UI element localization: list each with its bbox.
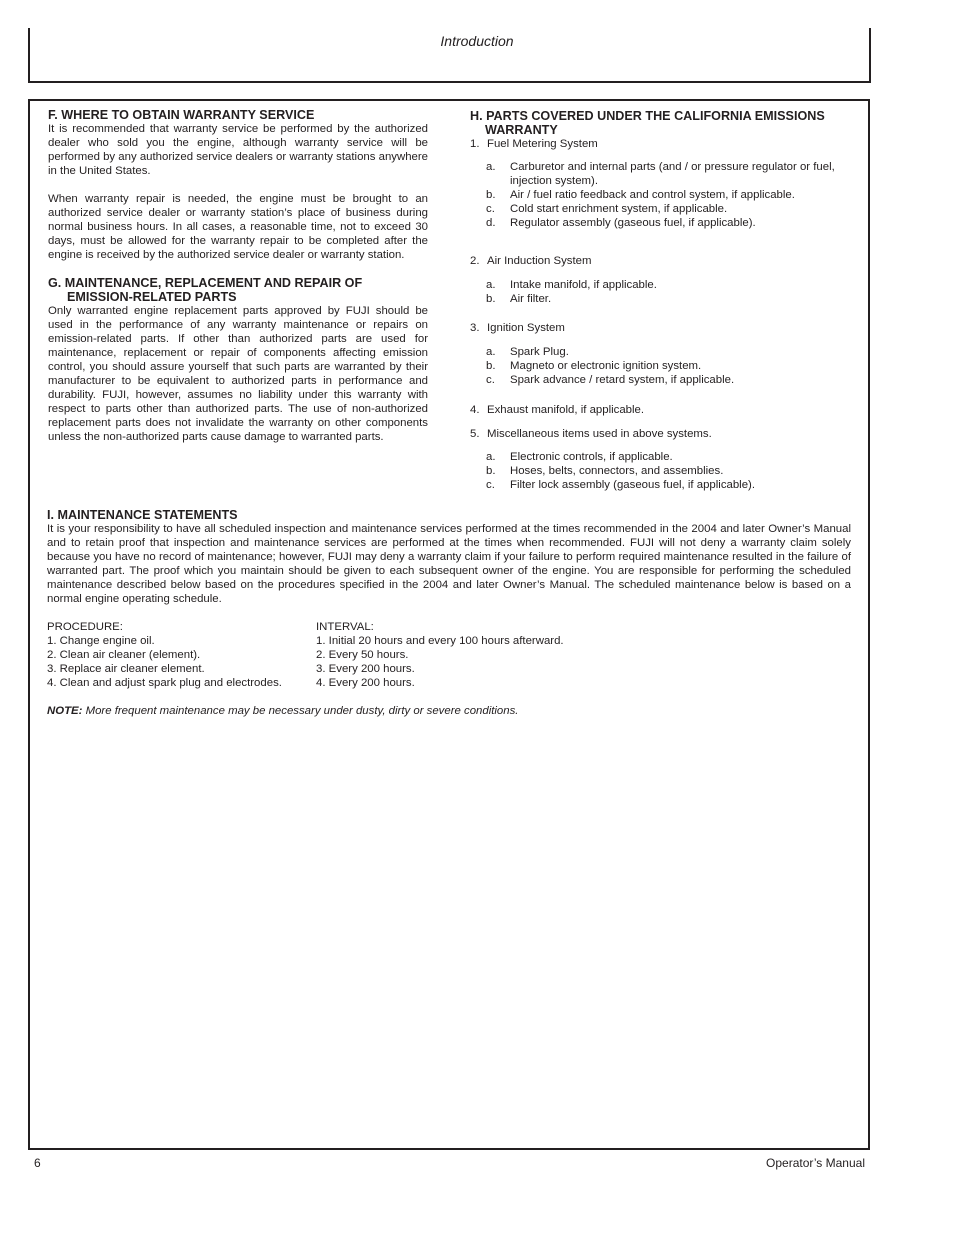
note-text: More frequent maintenance may be necessary under dusty, dirty or severe conditions. — [85, 705, 519, 717]
maintenance-schedule — [47, 620, 851, 690]
section-g-heading — [48, 276, 428, 304]
parts-subitem: b. Air / fuel ratio feedback and control system, if applicable. — [486, 189, 795, 201]
procedure-cell: 3. Replace air cleaner element. — [47, 663, 205, 675]
parts-subitem: b. Magneto or electronic ignition system. — [486, 360, 702, 372]
left-column — [48, 108, 428, 444]
section-i-paragraph: It is your responsibility to have all scheduled inspection and maintenance services performed at the times recommended in the 2004 and later Owner’s Manual and to retain proof that inspection and maintenance services are performed at the times when recommended. FUJI will not deny a warranty claim solely because you have no record of maintenance; however, FUJI may deny a warranty claim if your failure to perform required maintenance resulted in the failure of warranted part. The proof which you maintain should be given to each subsequent owner of the engine. You are responsible for performing the scheduled maintenance described below based on the procedures specified in the 2004 and later Owner’s Manual. The scheduled maintenance below is based on a normal engine operating schedule. — [47, 523, 851, 605]
section-f-heading: F. WHERE TO OBTAIN WARRANTY SERVICE — [48, 108, 315, 122]
section-g-heading-line-2: EMISSION-RELATED PARTS — [67, 290, 237, 304]
parts-sublist — [470, 450, 862, 492]
section-h-heading — [470, 109, 862, 137]
parts-sublist — [470, 345, 862, 387]
section-i — [47, 508, 851, 718]
procedure-cell: 1. Change engine oil. — [47, 635, 155, 647]
parts-item: 4. Exhaust manifold, if applicable. — [470, 404, 645, 416]
parts-item: 2. Air Induction System — [470, 255, 592, 267]
parts-subitem: c. Cold start enrichment system, if applicable. — [486, 203, 728, 215]
parts-item: 5. Miscellaneous items used in above systems. — [470, 428, 712, 440]
parts-subitem: c. Spark advance / retard system, if applicable. — [486, 374, 735, 386]
manual-title: Operator’s Manual — [766, 1156, 865, 1170]
section-h-heading-line-2: WARRANTY — [485, 123, 558, 137]
page-header-title: Introduction — [440, 33, 514, 49]
parts-subitem: a. Intake manifold, if applicable. — [486, 279, 657, 291]
parts-item: 3. Ignition System — [470, 322, 565, 334]
parts-subitem: a. Spark Plug. — [486, 346, 569, 358]
interval-cell: 3. Every 200 hours. — [316, 663, 415, 675]
parts-subitem: a. Electronic controls, if applicable. — [486, 451, 673, 463]
section-i-heading: I. MAINTENANCE STATEMENTS — [47, 508, 238, 522]
procedure-cell: 2. Clean air cleaner (element). — [47, 649, 201, 661]
parts-list — [470, 137, 862, 492]
parts-sublist — [470, 160, 862, 230]
section-g-heading-line-1: G. MAINTENANCE, REPLACEMENT AND REPAIR OF — [48, 276, 363, 290]
parts-subitem: c. Filter lock assembly (gaseous fuel, if applicable). — [486, 479, 756, 491]
parts-sublist — [470, 278, 862, 306]
procedure-header: PROCEDURE: — [47, 621, 123, 633]
parts-subitem: a. Carburetor and internal parts (and / or pressure regulator or fuel, injection system). — [486, 161, 835, 187]
section-f-paragraph-2: When warranty repair is needed, the engine must be brought to an authorized service dealer or warranty station’s place of business during normal business hours. In all cases, a reasonable time, not to exceed 30 days, must be allowed for the warranty repair to be completed after the engine is received by the authorized service dealer or warranty station. — [48, 193, 428, 261]
right-column — [470, 109, 862, 492]
maintenance-note — [47, 704, 851, 718]
section-g-paragraph: Only warranted engine replacement parts approved by FUJI should be used in the performance of any warranty maintenance or repairs on emission-related parts. If other than authorized parts are used for maintenance, replacement or repair of components affecting emission control, you should assure yourself that such parts are warranted by their manufacturer to be equivalent to authorized parts in performance and durability. FUJI, however, assumes no liability under this warranty with respect to parts other than authorized parts. The use of non-authorized replacement parts does not invalidate the warranty on other components unless the non-authorized parts cause damage to warranted parts. — [48, 305, 428, 443]
interval-cell: 1. Initial 20 hours and every 100 hours afterward. — [316, 635, 564, 647]
parts-subitem: d. Regulator assembly (gaseous fuel, if applicable). — [486, 217, 756, 229]
interval-cell: 2. Every 50 hours. — [316, 649, 409, 661]
interval-cell: 4. Every 200 hours. — [316, 677, 415, 689]
parts-subitem: b. Hoses, belts, connectors, and assemblies. — [486, 465, 724, 477]
page-number: 6 — [34, 1156, 41, 1170]
interval-header: INTERVAL: — [316, 621, 374, 633]
section-f-paragraph-1: It is recommended that warranty service be performed by the authorized dealer who sold you the engine, although warranty service will be performed by any authorized service dealers or warranty stations anywhere in the United States. — [48, 123, 428, 177]
note-label: NOTE: — [47, 705, 83, 717]
section-h-heading-line-1: H. PARTS COVERED UNDER THE CALIFORNIA EMISSIONS — [470, 109, 825, 123]
procedure-cell: 4. Clean and adjust spark plug and electrodes. — [47, 677, 282, 689]
parts-item: 1. Fuel Metering System — [470, 138, 598, 150]
parts-subitem: b. Air filter. — [486, 293, 552, 305]
